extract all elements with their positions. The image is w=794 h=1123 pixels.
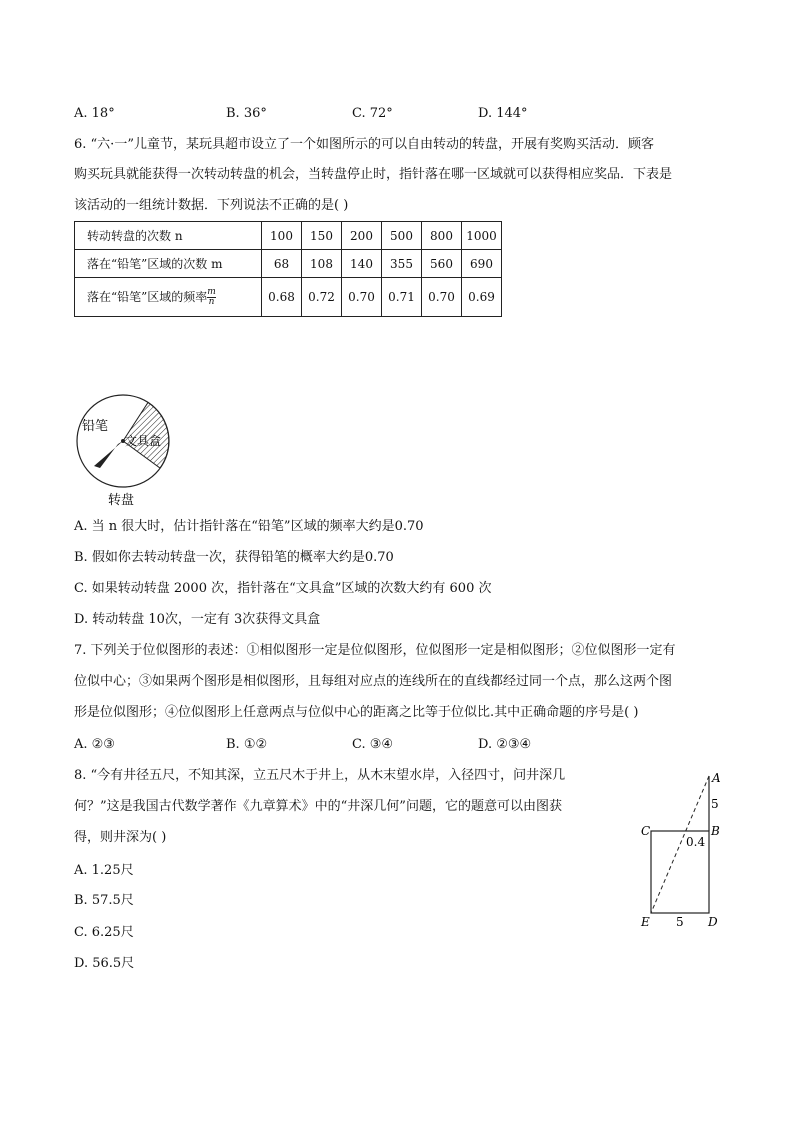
- cell-m-5: 560: [422, 250, 462, 278]
- q6-spinner-figure: [70, 388, 180, 510]
- cell-m-1: 68: [262, 250, 302, 278]
- q8-option-d: D. 56.5尺: [74, 956, 135, 971]
- cell-n-6: 1000: [462, 222, 502, 250]
- table-row-n: [75, 222, 502, 250]
- cell-f-1: 0.68: [262, 278, 302, 317]
- q8-option-c: C. 6.25尺: [74, 925, 134, 940]
- cell-m-2: 108: [302, 250, 342, 278]
- cell-n-2: 150: [302, 222, 342, 250]
- cell-n-4: 500: [382, 222, 422, 250]
- row-label-m: 落在“铅笔”区域的次数 m: [75, 250, 262, 278]
- q8-option-a: A. 1.25尺: [74, 863, 134, 878]
- q6-stem-line2: 购买玩具就能获得一次转动转盘的机会，当转盘停止时，指针落在哪一区域就可以获得相应奖品．下表是: [74, 167, 673, 182]
- cell-f-6: 0.69: [462, 278, 502, 317]
- cell-m-6: 690: [462, 250, 502, 278]
- label-box: 文具盒: [125, 434, 162, 448]
- fraction-m-over-n: [207, 288, 216, 307]
- point-a: A: [712, 771, 721, 785]
- spinner-caption: 转盘: [108, 493, 135, 508]
- q6-option-b: B. 假如你去转动转盘一次，获得铅笔的概率大约是0.70: [74, 550, 394, 565]
- q8-stem-line3: 得，则井深为( ): [74, 830, 167, 845]
- point-c: C: [641, 824, 651, 838]
- q6-option-a: A. 当 n 很大时，估计指针落在“铅笔”区域的频率大约是0.70: [74, 519, 424, 534]
- q6-frequency-table: [74, 221, 502, 317]
- q6-option-c: C. 如果转动转盘 2000 次，指针落在“文具盒”区域的次数大约有 600 次: [74, 581, 492, 596]
- label-ed-5: 5: [676, 915, 684, 929]
- cell-f-2: 0.72: [302, 278, 342, 317]
- row-label-frequency: [75, 278, 262, 317]
- cell-m-3: 140: [342, 250, 382, 278]
- cell-f-3: 0.70: [342, 278, 382, 317]
- cell-n-1: 100: [262, 222, 302, 250]
- q7-option-c: C. ③④: [352, 737, 394, 752]
- point-d: D: [708, 915, 718, 929]
- point-b: B: [711, 824, 720, 838]
- q8-stem-line2: 何？”这是我国古代数学著作《九章算术》中的“井深几何”问题，它的题意可以由图获: [74, 799, 562, 814]
- cell-f-4: 0.71: [382, 278, 422, 317]
- table-row-m: [75, 250, 502, 278]
- label-pencil: 铅笔: [82, 419, 109, 434]
- q8-well-figure: [636, 768, 736, 933]
- cell-f-5: 0.70: [422, 278, 462, 317]
- cell-n-5: 800: [422, 222, 462, 250]
- q5-option-c: C. 72°: [352, 106, 393, 121]
- label-ab-5: 5: [711, 797, 719, 811]
- q7-option-b: B. ①②: [226, 737, 268, 752]
- cell-n-3: 200: [342, 222, 382, 250]
- table-row-frequency: [75, 278, 502, 317]
- q6-stem-line1: 6. “六·一”儿童节，某玩具超市设立了一个如图所示的可以自由转动的转盘，开展有奖购买活动．顾客: [74, 137, 654, 152]
- q5-option-d: D. 144°: [478, 106, 528, 121]
- q7-stem-line2: 位似中心；③如果两个图形是相似图形，且每组对应点的连线所在的直线都经过同一个点，那么这两个图: [74, 674, 673, 689]
- cell-m-4: 355: [382, 250, 422, 278]
- q7-option-d: D. ②③④: [478, 737, 532, 752]
- frequency-label-text: 落在“铅笔”区域的频率: [87, 289, 208, 304]
- q7-stem-line1: 7. 下列关于位似图形的表述：①相似图形一定是位似图形，位似图形一定是相似图形；②位似图形一定有: [74, 643, 676, 658]
- q5-option-b: B. 36°: [226, 106, 267, 121]
- q7-stem-line3: 形是位似图形；④位似图形上任意两点与位似中心的距离之比等于位似比.其中正确命题的序号是( ): [74, 705, 639, 720]
- q5-option-a: A. 18°: [74, 106, 115, 121]
- label-cb-0-4: 0.4: [686, 835, 706, 849]
- point-e: E: [641, 915, 650, 929]
- row-label-n: 转动转盘的次数 n: [75, 222, 262, 250]
- q8-option-b: B. 57.5尺: [74, 893, 134, 908]
- q8-stem-line1: 8. “今有井径五尺，不知其深，立五尺木于井上，从木末望水岸，入径四寸，问井深几: [74, 768, 566, 783]
- q6-stem-line3: 该活动的一组统计数据．下列说法不正确的是( ): [74, 198, 349, 213]
- q7-option-a: A. ②③: [74, 737, 115, 752]
- fraction-numerator: m: [207, 286, 216, 297]
- fraction-denominator: n: [208, 296, 215, 307]
- q6-option-d: D. 转动转盘 10次，一定有 3次获得文具盒: [74, 612, 321, 627]
